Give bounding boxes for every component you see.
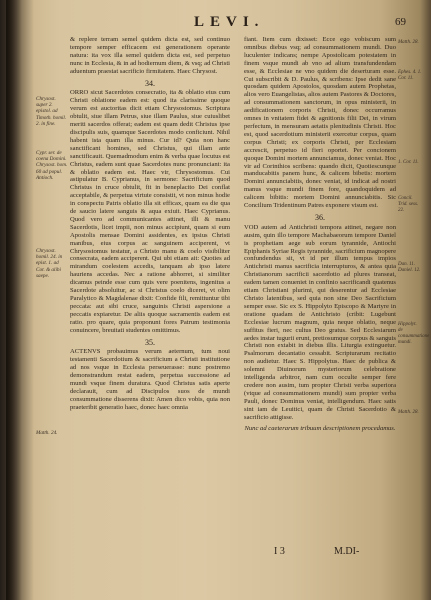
left-text-column bbox=[70, 36, 230, 414]
margin-note: Matth. 24. bbox=[36, 430, 58, 436]
margin-note: Chrysost. super 2. epistol. ad Timoth. homil. 2. in fine. bbox=[36, 96, 67, 127]
section-number-34: 34. bbox=[145, 78, 155, 88]
margin-note: Matth. 28. bbox=[398, 40, 419, 45]
section-36-text: VOD autem ad Antichristi tempora attinet, negare non ausim, quin illo tempore Machabaeorum tempore Daniel is prophetiam aege sub eorum tyrannide, Antiochi Epiphanis Syriae Regis tyrannide, sacrificium magnopere confundendus sit, vt id per illum tempus impios Antichristi manus sacrificia interrupturos, & antea quia Christianorum sacrificii sacerdotio ad plures transeat, eadem tamen conueniet in confinio sacrificandi quatenus etiam Christiani plurimi, qui deserentur ad Ecclesiae Christo latentibus, sed quia non sine Deo Sacrificium semper esse. Sic ex S. Hippolyto Episcopo & Martyre in oratione quadam de Antichristo (cribit: Lugebunt Ecclesiae lucrum magnum, quia neque oblatio, neque suffitus fieri, nec cultus Deo gratus. Sed Ecclesiarum aedes instar tugurii erunt, pretiosumque corpus & sanguis Christi non extabit in diebus illis. Liturgia extinguetur. Psalmorum decantatio cessabit. Scripturarum recitatio non audietur. Haec S. Hippolytus. Haec de publica & solemni Diuinorum mysteriorum celebratione intelligenda arbitror, nam cum occulte semper fere credere non ausim, tum propter Christi verba superiora (vtque ad consummationem mundi) sum propter verba Pauli, donec Dominus veniat, intelligendum. Haec satis sint iam de Leuitici, quam de Christi Sacerdotio & sacrificio attigisse. bbox=[244, 223, 396, 421]
intro-paragraph: & replere terram semel quidem dicta est, sed continuo tempore semper efficacem est generationem operante natura: ita vox illa semel quidem dicta est, sed perpetuo nunc in Ecclesia, & in ad hodiernum diem, & vsq; ad Christi aduentum praestat sacrificio firmitatem. Haec Chrysost. bbox=[70, 36, 230, 75]
catchword: M.DI- bbox=[334, 546, 360, 557]
margin-note: Ephes. 4. 1. Cor. 11. bbox=[398, 70, 422, 81]
section-34-text: ORRO sicut Sacerdotes consecratio, ita & oblatio eius cum Christi oblatione eadem est: quod ita clarissime quoque verum est auctoritas dicit etiam Chrysostomus. Scriptura obtulit, siue illam Petrus, siue illam Paulus, siue cuiuslibet meriti sacerdos offerat; eadem est quam dedit Christus ipse discipulis suis, quamque Sacerdotes modo conficiunt. Nihil habent ista quam illa minus. Cur id? Quia non hanc sanctificant homines, sed Christus, qui illam ante sanctificauit. Quemadmodum enim & verba quae locutus est Christus, eadem sunt quae Sacerdotes nunc pronunciant: ita & oblatio eadem est. Haec vir, Chrysostomus. Cui astipulatur B. Cyprianus, in sermone: Sacrificium quod Christus in cruce obtulit, fit in beneplacito Dei conflat acceptabile, & perpetua virtute consistit, vt non minus hodie in conspectu Patris oblatio illa sit efficax, quam ea die qua de saucio latere sanguis & aqua exiuit. Haec Cyprianus. Quod vero ad communicantes attinet, illi & manu Sacerdotis, licet impii, non minus accipiunt, quam si eum Apostolis mensae Domini assidentes, ex ipsius Christi manibus, eius corpus ac sanguinem acciperent, vt Chrysostomus testatur, a Christo manu & coelo visibiliter consecrata, eadem acciperent. Qui ubi etiam ait: Quoties ad mirandum coelestem accedis, tanquam ab ipso latere hauriens accedas. Nec a ratione abhorret, si similiter dicamus peinde esse cum quis vere poenitens, ingenitus a Sacerdote absoluitur, ac si Christus coelo diceret, vt olim Paralytico & Magdalenae dixit: Confide fili, remittuntur tibi peccata: aut sibi cruce, sanguinis Christi aspersione a peccatis expiaretur. De aliis quoque sacramentis eadem est ratio. pro quare, quia proponunt fores Patrum testimonia conuincere, breuitati studentes omittimus. bbox=[70, 89, 230, 334]
margin-note: Cypr. ser. de coena Domini. Chrysost. hom. 60 ad popul. Antioch. bbox=[36, 150, 68, 181]
page-number: 69 bbox=[395, 16, 406, 28]
margin-note: Concil. Trid. sess. 22. bbox=[398, 196, 419, 213]
section-number-35: 35. bbox=[145, 337, 155, 347]
margin-note: Matth. 28. bbox=[398, 410, 419, 415]
running-title: LEVI. bbox=[194, 14, 265, 30]
closing-note: Nunc ad caeterarum tribuum descriptionem procedamus. bbox=[244, 424, 396, 432]
margin-note: Dan. 11. Daniel. 12. bbox=[398, 262, 421, 273]
section-35-text: ACTENVS probauimus verum aeternum, tum noui testamenti Sacerdotium & sacrificium a Christi institutione ad nos vsque in Ecclesia perseuerasse: nunc postremo demonstrandum restat eadem, perpetua successione ad mundi vsque finem duratura. Quod Christus satis aperte declarauit, cum ad Discipulos suos de mundi consummatione disserens dixit: Amen dico vobis, quia non praeteribit generatio haec, donec haec omnia bbox=[70, 348, 230, 411]
margin-note: Chrysost. homil. 24. in epist. 1. ad Cor. & alibi saepe. bbox=[36, 248, 63, 279]
page-header bbox=[34, 14, 422, 32]
margin-note: Hippolyt. de consummatione mundi. bbox=[398, 322, 430, 345]
margin-note: 1. Cor. 11. bbox=[398, 160, 419, 165]
book-gutter bbox=[6, 0, 34, 600]
right-top-paragraph: fiant. Item cum dixisset: Ecce ego vobiscum sum omnibus diebus vsq; ad consummationem mundi. Duo luculenter indicans; nempe Apostolicam potestatem in finem vsque mundi ab vno ad alium transfundendam esse, & Ecclesiae ne vno quidem die deserturam esse. Cui subscribit & D. Paulus, & scribens: Ipse dedit sane quosdam quidem Apostolos, quosdam autem Prophetas, alios vero Euangelistas, alios autem Pastores & Doctores, ad consummationem sanctorum, in opus ministerii, in aedificationem corporis Christi, donec occurramus omnes in vnitatem fidei & agnitionis filii Dei, in virum perfectum, in mensuram aetatis plenitudinis Christi. Hoc est, quod sacerdotium ministerii exercetur corpus, quam corpus Christi; ex corporis Christi, per Ecclesiam accrescit, perpetuo id fieri oportet. Per concionem quoque Domini mortem annunciamus, donec veniat. Hoc vir ad Corinthios scribens: quando dicit, Quotiescunque manducabitis panem hunc, & calicem bibetis: mortem Domini annunciabitis, donec veniat, id indicat ad nostri manus vsque mundi finem fore, quandoquidem ad calicem bibitis: mortem Domini annunciabitis. Sic Concilium Tridentinum Patres exponere visum est. bbox=[244, 36, 396, 210]
section-number-36: 36. bbox=[315, 212, 325, 222]
page-footer bbox=[34, 546, 422, 562]
book-page bbox=[34, 0, 430, 600]
signature-mark: I 3 bbox=[274, 546, 285, 557]
right-text-column bbox=[244, 36, 396, 434]
